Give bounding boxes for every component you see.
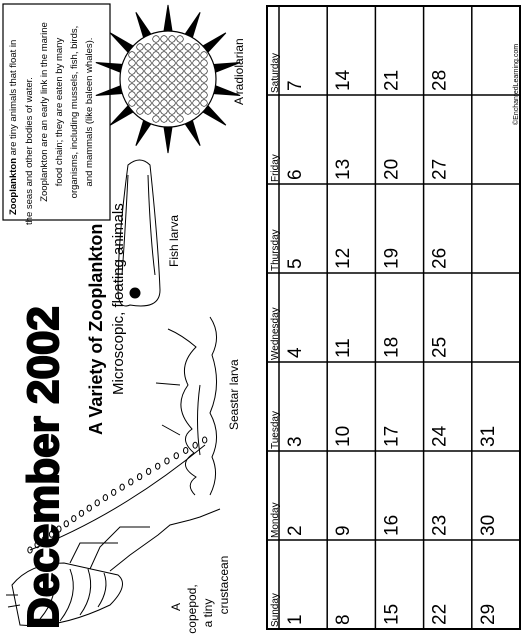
svg-text:A: A [169, 602, 183, 612]
day-header-saturday: Saturday [270, 52, 281, 93]
radiolarian-illustration [96, 5, 240, 153]
day-cell-4: 4 [285, 347, 306, 358]
day-cell-10: 10 [333, 425, 355, 447]
antenna-bead [202, 437, 206, 443]
day-cell-14: 14 [333, 69, 355, 91]
antenna-bead [193, 442, 197, 448]
antenna-bead [146, 468, 150, 474]
antenna-bead [72, 516, 76, 522]
info-line-3: food chain; they are eaten by many [54, 37, 65, 187]
calendar-grid [267, 6, 520, 629]
radiolarian-spine [164, 127, 172, 153]
zooplankton-heading: A Variety of Zooplankton [86, 223, 106, 435]
day-cell-30: 30 [477, 514, 499, 536]
day-cell-20: 20 [381, 158, 403, 180]
day-header-friday: Friday [270, 154, 281, 182]
seastar-label: Seastar larva [227, 359, 241, 430]
radiolarian-spine [136, 12, 151, 37]
antenna-bead [137, 474, 141, 480]
day-cell-1: 1 [285, 614, 306, 625]
day-cell-31: 31 [477, 425, 499, 447]
svg-text:a tiny: a tiny [201, 598, 215, 628]
antenna-bead [79, 510, 83, 516]
svg-text:copepod,: copepod, [185, 584, 199, 634]
radiolarian-spine [136, 121, 151, 146]
day-header-monday: Monday [270, 502, 281, 538]
zooplankton-tagline: Microscopic, floating animals [110, 203, 127, 395]
antenna-bead [156, 463, 160, 469]
antenna-bead [95, 500, 99, 506]
info-line-1: the seas and other bodies of water. [24, 77, 35, 225]
day-cell-29: 29 [477, 603, 499, 625]
info-line-0: are tiny animals that float in [8, 39, 19, 158]
radiolarian-spine [185, 121, 200, 146]
day-cell-15: 15 [381, 603, 403, 625]
svg-text:Zooplankton are tiny animals t [8, 40, 19, 215]
day-cell-9: 9 [333, 525, 355, 536]
day-cell-5: 5 [285, 258, 306, 269]
day-cell-8: 8 [333, 614, 355, 625]
antenna-bead [111, 489, 115, 495]
day-cell-22: 22 [429, 603, 451, 625]
info-line-4: organisms, including mussels, fish, birds, [69, 25, 80, 199]
calendar-title: December 2002 [19, 306, 68, 629]
info-line-5: and mammals (like baleen whales). [84, 37, 95, 187]
day-cell-25: 25 [429, 336, 451, 358]
info-box [3, 4, 110, 225]
antenna-bead [129, 479, 133, 485]
antenna-bead [174, 453, 178, 459]
seastar-larva-illustration [156, 317, 217, 495]
radiolarian-label: A radiolarian [232, 38, 246, 105]
fish-label: Fish larva [167, 214, 181, 267]
copepod-label [169, 556, 231, 634]
day-cell-24: 24 [429, 425, 451, 447]
info-lead: Zooplankton [8, 158, 19, 215]
antenna-bead [120, 484, 124, 490]
day-numbers [285, 69, 499, 625]
antenna-bead [103, 495, 107, 501]
day-cell-6: 6 [285, 169, 306, 180]
day-cell-19: 19 [381, 247, 403, 269]
credit-text: ©EnchantedLearning.com [513, 43, 520, 125]
day-cell-26: 26 [429, 247, 451, 269]
day-cell-16: 16 [381, 514, 403, 536]
day-cell-21: 21 [381, 69, 403, 91]
svg-text:crustacean: crustacean [217, 555, 231, 615]
day-header-wednesday: Wednesday [270, 307, 281, 360]
antenna-bead [165, 458, 169, 464]
radiolarian-spine [164, 5, 172, 31]
day-cell-12: 12 [333, 247, 355, 269]
day-header-sunday: Sunday [270, 593, 281, 627]
day-cell-17: 17 [381, 425, 403, 447]
day-cell-27: 27 [429, 158, 451, 180]
day-cell-2: 2 [285, 525, 306, 536]
antenna-bead [183, 447, 187, 453]
info-line-2: Zooplankton are an early link in the marine [39, 22, 50, 202]
day-cell-7: 7 [285, 80, 306, 91]
radiolarian-spine [185, 12, 200, 37]
day-header-thursday: Thursday [270, 229, 281, 271]
day-cell-3: 3 [285, 436, 306, 447]
day-cell-18: 18 [381, 336, 403, 358]
day-cell-11: 11 [333, 338, 355, 358]
day-cell-23: 23 [429, 514, 451, 536]
day-header-tuesday: Tuesday [270, 411, 281, 449]
day-cell-28: 28 [429, 69, 451, 91]
antenna-bead [87, 505, 91, 511]
day-cell-13: 13 [333, 158, 355, 180]
